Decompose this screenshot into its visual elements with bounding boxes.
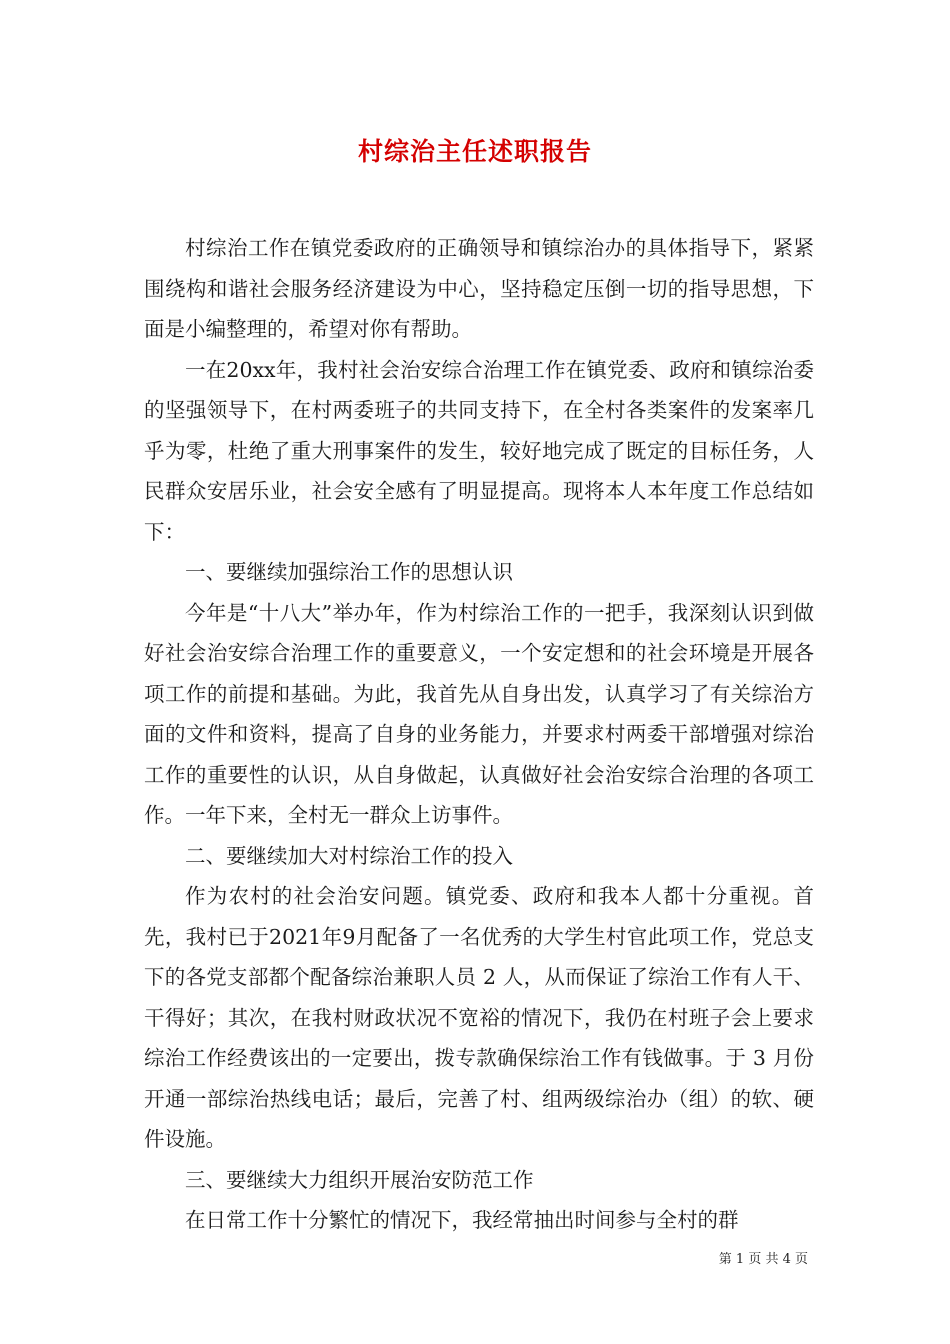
section-heading-3: 三、要继续大力组织开展治安防范工作 bbox=[185, 1167, 534, 1192]
paragraph-section-2: 作为农村的社会治安问题。镇党委、政府和我本人都十分重视。首先，我村已于2021年9月配备了一名优秀的大学生村官此项工作，党总支下的各党支部都个配备综治兼职人员 2 人，从而保证了综治工作有人干、干得好；其次，在我村财政状况不宽裕的情况下，我仍在村班子会上要求综治工作经费该出的一定要出，拨专款确保综治工作有钱做事。于 3 月份开通一部综治热线电话；最后，完善了村、组两级综治办（组）的软、硬件设施。 bbox=[144, 884, 814, 1151]
paragraph-intro: 村综治工作在镇党委政府的正确领导和镇综治办的具体指导下，紧紧围绕构和谐社会服务经济建设为中心，坚持稳定压倒一切的指导思想，下面是小编整理的，希望对你有帮助。 bbox=[144, 236, 814, 341]
paragraph-section-3: 在日常工作十分繁忙的情况下，我经常抽出时间参与全村的群 bbox=[185, 1208, 739, 1232]
document-title: 村综治主任述职报告 bbox=[357, 137, 592, 166]
section-heading-1: 一、要继续加强综治工作的思想认识 bbox=[185, 560, 513, 584]
document-body bbox=[144, 228, 814, 1241]
paragraph-section-1: 今年是“十八大”举办年，作为村综治工作的一把手，我深刻认识到做好社会治安综合治理工作的重要意义，一个安定想和的社会环境是开展各项工作的前提和基础。为此，我首先从自身出发，认真学习了有关综治方面的文件和资料，提高了自身的业务能力，并要求村两委干部增强对综治工作的重要性的认识，从自身做起，认真做好社会治安综合治理的各项工作。一年下来，全村无一群众上访事件。 bbox=[144, 600, 814, 827]
section-heading-2: 二、要继续加大对村综治工作的投入 bbox=[185, 843, 513, 868]
paragraph-overview: 一在20xx年，我村社会治安综合治理工作在镇党委、政府和镇综治委的坚强领导下，在村两委班子的共同支持下，在全村各类案件的发案率几乎为零，杜绝了重大刑事案件的发生，较好地完成了既定的目标任务，人民群众安居乐业，社会安全感有了明显提高。现将本人本年度工作总结如下： bbox=[144, 357, 814, 544]
page-number: 第 1 页 共 4 页 bbox=[718, 1252, 808, 1267]
